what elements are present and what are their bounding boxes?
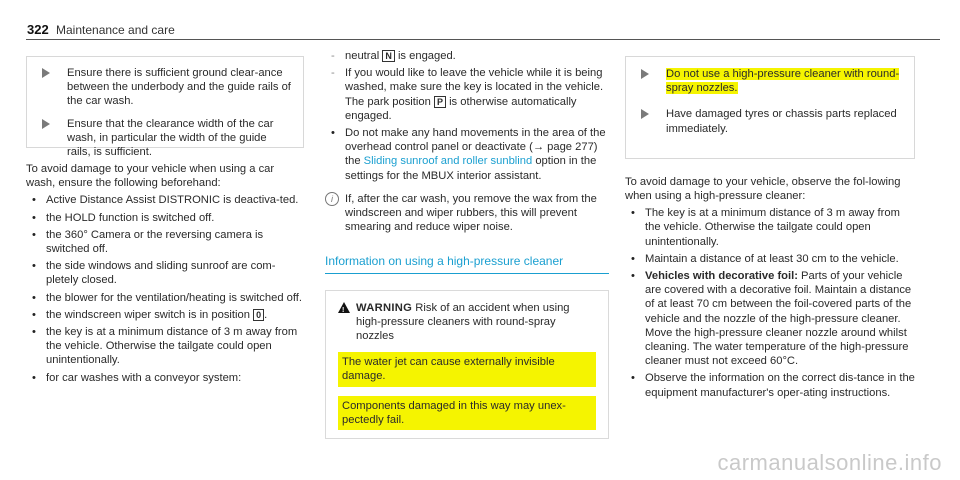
instruction-box bbox=[625, 56, 915, 159]
warning-box bbox=[325, 290, 609, 439]
list-item bbox=[625, 269, 915, 368]
list-item-text: option in the settings for the MBUX interior assistant. bbox=[345, 155, 597, 182]
intro-paragraph: To avoid damage to your vehicle when using a car wash, ensure the following beforehand: bbox=[26, 163, 275, 190]
warning-text: Risk of an accident when using high-pressure cleaners with round-spray nozzles bbox=[356, 301, 570, 343]
list-item bbox=[625, 371, 915, 399]
list-item bbox=[625, 206, 915, 249]
checklist bbox=[26, 193, 304, 384]
column-middle bbox=[325, 49, 609, 439]
info-icon: i bbox=[325, 192, 339, 206]
instruction-box bbox=[26, 56, 304, 159]
list-item-text: the 360° Camera or the reversing camera is switched off. bbox=[46, 228, 264, 256]
section-title: Maintenance and care bbox=[56, 23, 175, 37]
instruction-step bbox=[37, 117, 293, 160]
warning-icon bbox=[338, 302, 350, 313]
warning-label: WARNING bbox=[356, 301, 413, 314]
list-item bbox=[325, 66, 609, 123]
hand-movement-list bbox=[325, 126, 609, 183]
list-item bbox=[26, 325, 304, 368]
list-item bbox=[26, 211, 304, 225]
step-arrow-icon bbox=[42, 68, 50, 78]
list-item bbox=[26, 291, 304, 305]
page-number: 322 bbox=[27, 22, 49, 37]
warning-highlight: The water jet can cause externally invisible damage. bbox=[338, 352, 596, 386]
list-item-text: the blower for the ventilation/heating is switched off. bbox=[46, 291, 303, 304]
list-item-text: the side windows and sliding sunroof are com-pletely closed. bbox=[46, 260, 276, 287]
list-item bbox=[625, 252, 915, 266]
foil-label: Vehicles with decorative foil: bbox=[645, 270, 798, 283]
list-item bbox=[325, 49, 609, 63]
list-item bbox=[26, 371, 304, 385]
list-item-text: the key is at a minimum distance of 3 m away from the vehicle. Otherwise the tailgate could open unintentionally. bbox=[46, 326, 298, 367]
step-text: Ensure that the clearance width of the car wash, in particular the width of the guide rails, is sufficient. bbox=[67, 117, 274, 159]
list-item-text: If you would like to leave the vehicle while it is being washed, make sure the key is located in the vehicle. The park position bbox=[345, 67, 604, 108]
list-item bbox=[26, 259, 304, 287]
instruction-step bbox=[37, 66, 293, 109]
note-text: If, after the car wash, you remove the wax from the windscreen and wiper rubbers, this will prevent smearing and reduce wiper noise. bbox=[345, 192, 597, 234]
step-text: Have damaged tyres or chassis parts replaced immediately. bbox=[666, 108, 897, 135]
step-text-highlighted: Do not use a high-pressure cleaner with round-spray nozzles. bbox=[666, 68, 900, 95]
sunroof-setting-link[interactable]: Sliding sunroof and roller sunblind bbox=[363, 155, 533, 168]
warning-header bbox=[338, 301, 596, 344]
instruction-step bbox=[636, 107, 904, 135]
list-item-text: The key is at a minimum distance of 3 m away from the vehicle. Otherwise the tailgate could open unintentionally. bbox=[645, 207, 900, 248]
conveyor-sublist bbox=[325, 49, 609, 123]
list-item-text: is otherwise automatically engaged. bbox=[345, 95, 577, 122]
list-item-text: Do not make any hand movements in the area of the overhead control panel or deactivate ( bbox=[345, 127, 606, 154]
step-arrow-icon bbox=[641, 69, 649, 79]
wiper-position-symbol: 0 bbox=[253, 309, 264, 321]
list-item bbox=[26, 193, 304, 207]
pressure-cleaner-list bbox=[625, 206, 915, 400]
list-item-text: Observe the information on the correct dis-tance in the equipment manufacturer's oper-ating instructions. bbox=[645, 372, 915, 399]
subsection-heading: Information on using a high-pressure cleaner bbox=[325, 254, 609, 273]
list-item-text: Active Distance Assist DISTRONIC is deactiva-ted. bbox=[46, 194, 299, 207]
page-reference-arrow-icon: → bbox=[532, 141, 545, 154]
neutral-gear-symbol: N bbox=[382, 50, 395, 62]
list-item-text: neutral bbox=[345, 50, 380, 62]
page-reference: page 277) the bbox=[345, 141, 598, 168]
info-note bbox=[325, 192, 609, 235]
step-text: Ensure there is sufficient ground clear-ance between the underbody and the guide rails of the car wash. bbox=[67, 67, 291, 108]
list-item-text: Maintain a distance of at least 30 cm to the vehicle. bbox=[645, 252, 899, 265]
watermark: carmanualsonline.info bbox=[717, 450, 942, 475]
list-item bbox=[325, 126, 609, 183]
list-item-text: is engaged. bbox=[397, 50, 456, 62]
step-arrow-icon bbox=[42, 119, 50, 129]
list-item-text: the HOLD function is switched off. bbox=[46, 211, 215, 224]
park-gear-symbol: P bbox=[434, 96, 446, 108]
list-item-text: Parts of your vehicle are covered with a decorative foil. Maintain a distance of at least 70 cm between the foil-covered parts of the vehicle and the nozzle of the high-pressure cleaner. Move the high-pressure cleaner nozzle around whilst cleaning. The water temperature of the high-pressure cleaner must not exceed 60°C. bbox=[645, 270, 912, 368]
list-item-text: for car washes with a conveyor system: bbox=[46, 371, 242, 384]
step-arrow-icon bbox=[641, 109, 649, 119]
warning-highlight: Components damaged in this way may unex-pectedly fail. bbox=[338, 396, 596, 430]
column-right bbox=[625, 56, 915, 403]
list-item-text: the windscreen wiper switch is in position bbox=[46, 308, 250, 321]
intro-paragraph: To avoid damage to your vehicle, observe the fol-lowing when using a high-pressure cleaner: bbox=[625, 175, 901, 203]
instruction-step bbox=[636, 67, 904, 95]
column-left bbox=[26, 56, 304, 388]
page-header bbox=[0, 0, 960, 42]
list-item: • the windscreen wiper switch is in position 0 . bbox=[26, 308, 304, 322]
list-item bbox=[26, 228, 304, 256]
header-divider bbox=[26, 39, 940, 40]
